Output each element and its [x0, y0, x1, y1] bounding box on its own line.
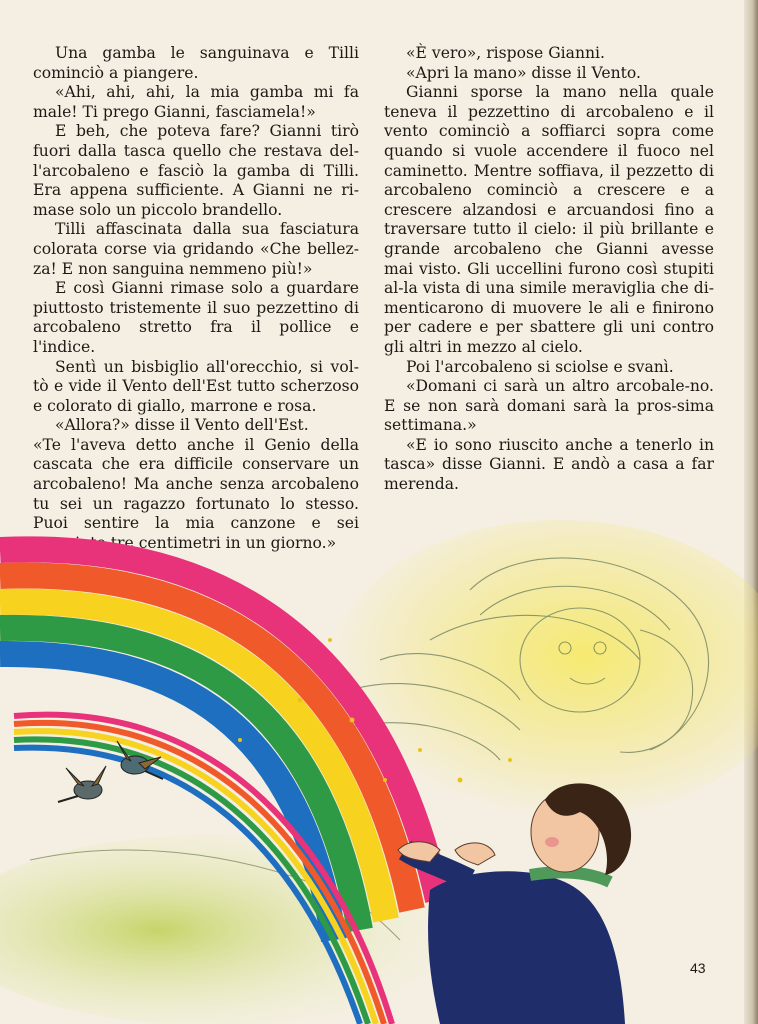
paragraph: «Allora?» disse il Vento dell'Est.: [55, 416, 309, 435]
paragraph: «Ahi, ahi, ahi, la mia gamba mi fa male! Ti prego Gianni, fasciamela!»: [33, 83, 359, 121]
paragraph: E beh, che poteva fare? Gianni tirò fuori dalla tasca quello che restava del-l'arcobaleno e fasciò la gamba di Tilli. Era appena sufficiente. A Gianni ne ri-mase solo un piccolo brandello.: [33, 122, 359, 219]
paragraph: Tilli affascinata dalla sua fasciatura colorata corse via gridando «Che bellez-za! E non sanguina nemmeno più!»: [33, 220, 359, 278]
paragraph: «È vero», rispose Gianni.: [406, 44, 605, 62]
paragraph: Sentì un bisbiglio all'orecchio, si vol-tò e vide il Vento dell'Est tutto scherzoso e colorato di giallo, marrone e rosa.: [33, 357, 359, 415]
bird-icon: [58, 766, 106, 802]
paragraph: Poi l'arcobaleno si sciolse e svanì.: [406, 357, 674, 376]
paragraph: «Te l'aveva detto anche il Genio della cascata che era difficile conservare un arcobaleno! Ma anche senza arcobaleno tu sei un ragazzo fortunato lo stesso. Puoi sentire la mia canzone e sei cresciuto tre centimetri in un giorno.»: [33, 435, 359, 552]
paragraph: «Domani ci sarà un altro arcobale-no. E se non sarà domani sarà la pros-sima settimana.»: [384, 377, 714, 435]
paragraph: «E io sono riuscito anche a tenerlo in tasca» disse Gianni. E andò a casa a far merenda.: [384, 435, 714, 494]
paragraph: Una gamba le sanguinava e Tilli cominciò a piangere.: [33, 44, 359, 82]
right-text-column: [384, 44, 714, 495]
paragraph: «Apri la mano» disse il Vento.: [406, 63, 641, 82]
paragraph: Gianni sporse la mano nella quale teneva il pezzettino di arcobaleno e il vento cominciò a soffiarci sopra come quando si vuole accendere il fuoco nel caminetto. Mentre soffiava, il pezzetto di arcobaleno cominciò a crescere e a crescere alzandosi e arcuandosi fino a traversare tutto il cielo: il più brillante e grande arcobaleno che Gianni avesse mai visto. Gli uccellini furono così stupiti al-la vista di una simile meraviglia che di-menticarono di muovere le ali e finirono per cadere e per sbattere gli uni contro gli altri in mezzo al cielo.: [384, 83, 714, 356]
left-text-column: [33, 44, 359, 553]
boy-figure: [398, 783, 631, 1024]
paragraph: E così Gianni rimase solo a guardare piuttosto tristemente il suo pezzettino di arcobaleno stretto fra il pollice e l'indice.: [33, 279, 359, 356]
rainbow-illustration: [0, 520, 758, 1024]
page-number: 43: [690, 960, 706, 976]
boy-jacket: [428, 871, 625, 1024]
